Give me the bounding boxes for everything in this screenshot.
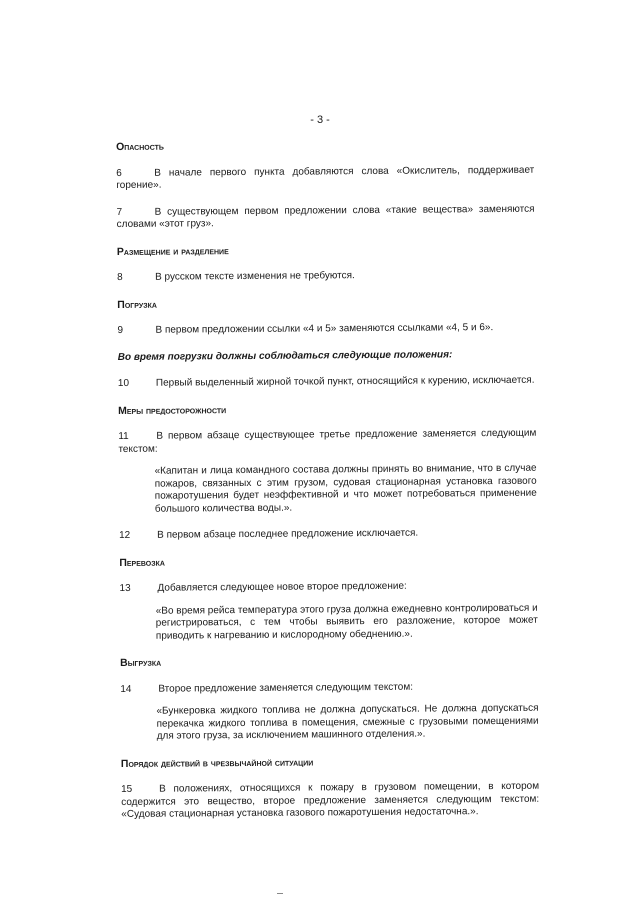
paragraph-number: 6 <box>116 167 122 179</box>
emphasis-line: Во время погрузки должны соблюдаться следующие положения: <box>117 348 453 363</box>
paragraph-text: Добавляется следующее новое второе предложение: <box>157 580 407 594</box>
numbered-paragraph <box>119 580 537 596</box>
numbered-paragraph <box>117 203 535 231</box>
paragraph-text: Первый выделенный жирной точкой пункт, относящийся к курению, исключается. <box>155 374 535 389</box>
document-body <box>116 138 539 836</box>
section-heading: Выгрузка <box>120 656 162 669</box>
quoted-text: «Капитан и лица командного состава должны принять во внимание, что в случае пожаров, связанных с этим грузом, судовая стационарная установка газового пожаротушения будет неэффективной и что может потребоваться применение большого количества воды.». <box>154 462 537 515</box>
paragraph-number: 12 <box>119 529 131 541</box>
section-heading: Перевозка <box>119 556 165 569</box>
numbered-paragraph <box>118 375 536 391</box>
numbered-paragraph <box>117 269 535 285</box>
paragraph-number: 9 <box>117 324 124 336</box>
paragraph-number: 13 <box>119 582 131 594</box>
numbered-paragraph <box>116 164 534 192</box>
page-number: - 3 - <box>310 114 330 126</box>
paragraph-number: 14 <box>120 683 132 695</box>
footer-mark <box>277 893 283 894</box>
quoted-text: «Во время рейса температура этого груза должна ежедневно контролироваться и регистрироваться, с тем чтобы выявить его разложение, которое может приводить к нагреванию и кислородному обеднению.». <box>155 602 538 642</box>
section-heading: Меры предосторожности <box>118 403 227 417</box>
paragraph-number: 15 <box>121 783 133 795</box>
paragraph-text: В первом абзаце существующее третье предложение заменяется следующим текстом: <box>118 427 537 455</box>
paragraph-text: В начале первого пункта добавляются слова «Окислитель, поддерживает горение». <box>116 164 535 191</box>
paragraph-text: В первом предложении ссылки «4 и 5» заменяются ссылками «4, 5 и 6». <box>155 322 494 336</box>
section-heading: Погрузка <box>117 298 157 311</box>
section-heading: Опасность <box>116 140 164 153</box>
paragraph-number: 11 <box>118 430 129 442</box>
paragraph-text: В русском тексте изменения не требуются. <box>155 270 355 283</box>
paragraph-number: 8 <box>117 271 123 283</box>
numbered-paragraph <box>120 680 538 696</box>
numbered-paragraph <box>117 322 535 338</box>
numbered-paragraph <box>118 428 536 456</box>
numbered-paragraph <box>119 527 537 543</box>
paragraph-text: В первом абзаце последнее предложение исключается. <box>157 527 419 541</box>
paragraph-number: 10 <box>117 377 130 389</box>
paragraph-text: В существующем первом предложении слова «такие вещества» заменяются словами «этот груз». <box>116 203 535 230</box>
section-heading: Размещение и разделение <box>116 244 229 258</box>
paragraph-text: В положениях, относящихся к пожару в грузовом помещении, в котором содержится это вещество, второе предложение заменяется следующим текстом: «Судовая стационарная установка газового пожаротушения недостаточна.». <box>121 780 540 820</box>
paragraph-number: 7 <box>116 206 123 218</box>
section-heading: Порядок действий в чрезвычайной ситуации <box>120 755 314 770</box>
numbered-paragraph <box>121 781 539 822</box>
quoted-text: «Бункеровка жидкого топлива не должна допускаться. Не должна допускаться перекачка жидкого топлива в помещения, смежные с грузовыми помещениями для этого груза, за исключением машинного отделения.». <box>156 702 539 742</box>
paragraph-text: Второе предложение заменяется следующим текстом: <box>158 681 414 695</box>
